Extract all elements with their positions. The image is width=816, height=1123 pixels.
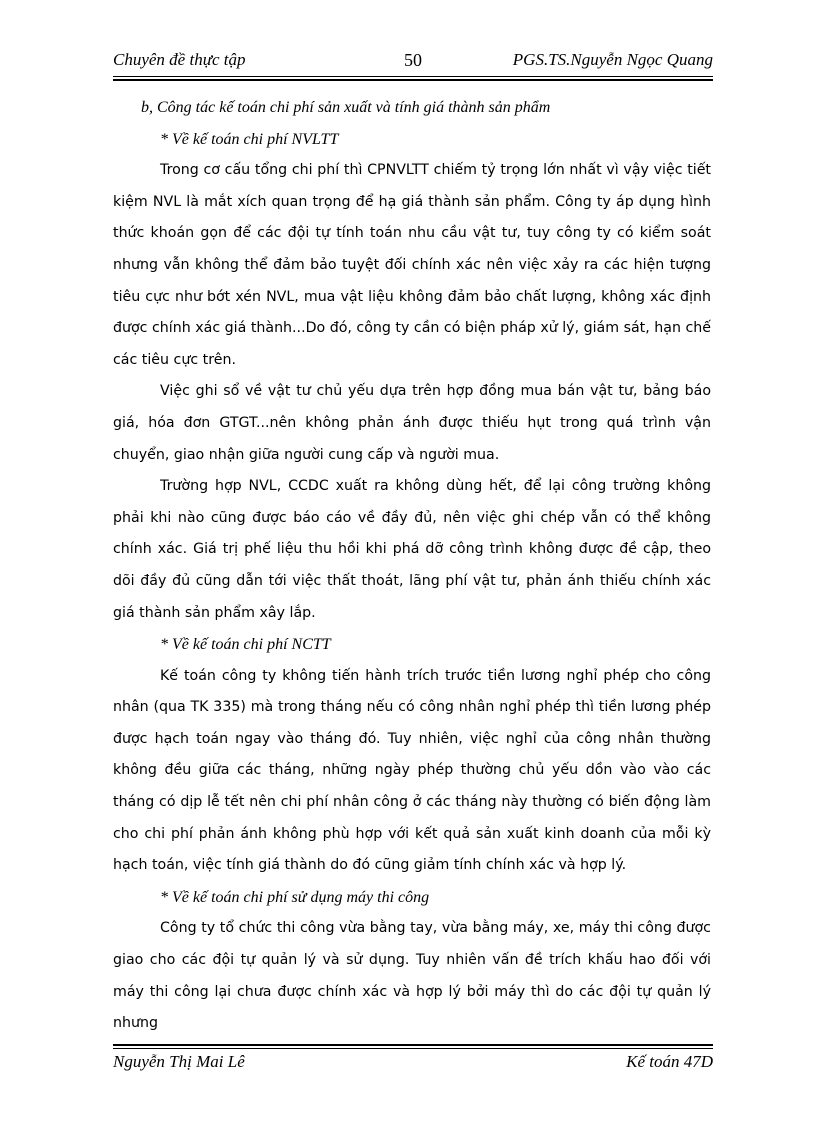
paragraph: Kế toán công ty không tiến hành trích trước tiền lương nghỉ phép cho công nhân (qua TK 335) mà trong tháng nếu có công nhân nghỉ phép thì tiền lương phép được hạch toán ngay vào tháng đó. Tuy nhiên, việc nghỉ của công nhân thường không đều giữa các tháng, những ngày phép thường chủ yếu dồn vào vào các tháng có dịp lễ tết nên chi phí nhân công ở các tháng này thường có biến động làm cho chi phí phản ánh không phù hợp với kết quả sản xuất kinh doanh của mỗi kỳ hạch toán, việc tính giá thành do đó cũng giảm tính chính xác và hợp lý. [113, 667, 711, 874]
page-header [113, 50, 713, 76]
footer-rule [113, 1044, 713, 1049]
document-body [113, 92, 711, 1040]
page-footer [113, 1052, 713, 1078]
header-right-author: PGS.TS.Nguyễn Ngọc Quang [512, 50, 713, 69]
paragraph: Công ty tổ chức thi công vừa bằng tay, vừa bằng máy, xe, máy thi công được giao cho các đội tự quản lý và sử dụng. Tuy nhiên vấn đề trích khấu hao đối với máy thi công lại chưa được chính xác và hợp lý bởi máy thì do các đội tự quản lý nhưng [113, 920, 711, 1032]
subheading-machine-cost: * Về kế toán chi phí sử dụng máy thi công [160, 888, 430, 906]
footer-class: Kế toán 47D [626, 1052, 713, 1071]
paragraph: Việc ghi sổ về vật tư chủ yếu dựa trên hợp đồng mua bán vật tư, bảng báo giá, hóa đơn GTGT...nên không phản ánh được thiếu hụt trong quá trình vận chuyển, giao nhận giữa người cung cấp và người mua. [113, 383, 711, 463]
paragraph: Trường hợp NVL, CCDC xuất ra không dùng hết, để lại công trường không phải khi nào cũng được báo cáo về đầy đủ, nên việc ghi chép vẫn có thể không chính xác. Giá trị phế liệu thu hồi khi phá dỡ công trình không được đề cập, theo dõi đầy đủ cũng dẫn tới việc thất thoát, lãng phí vật tư, phản ánh thiếu chính xác giá thành sản phẩm xây lắp. [113, 478, 711, 621]
header-rule [113, 76, 713, 81]
section-title: b, Công tác kế toán chi phí sản xuất và tính giá thành sản phẩm [141, 99, 551, 116]
header-left-title: Chuyên đề thực tập [113, 50, 246, 69]
page-number: 50 [404, 50, 422, 70]
paragraph: Trong cơ cấu tổng chi phí thì CPNVLTT chiếm tỷ trọng lớn nhất vì vậy việc tiết kiệm NVL là mắt xích quan trọng để hạ giá thành sản phẩm. Công ty áp dụng hình thức khoán gọn để các đội tự tính toán nhu cầu vật tư, tuy công ty có kiểm soát nhưng vẫn không thể đảm bảo tuyệt đối chính xác nên việc xảy ra các hiện tượng tiêu cực như bớt xén NVL, mua vật liệu không đảm bảo chất lượng, không xác định được chính xác giá thành...Do đó, công ty cần có biện pháp xử lý, giám sát, hạn chế các tiêu cực trên. [113, 162, 711, 368]
subheading-nvltt: * Về kế toán chi phí NVLTT [160, 130, 339, 148]
footer-author: Nguyễn Thị Mai Lê [113, 1052, 245, 1071]
subheading-nctt: * Về kế toán chi phí NCTT [160, 636, 331, 654]
